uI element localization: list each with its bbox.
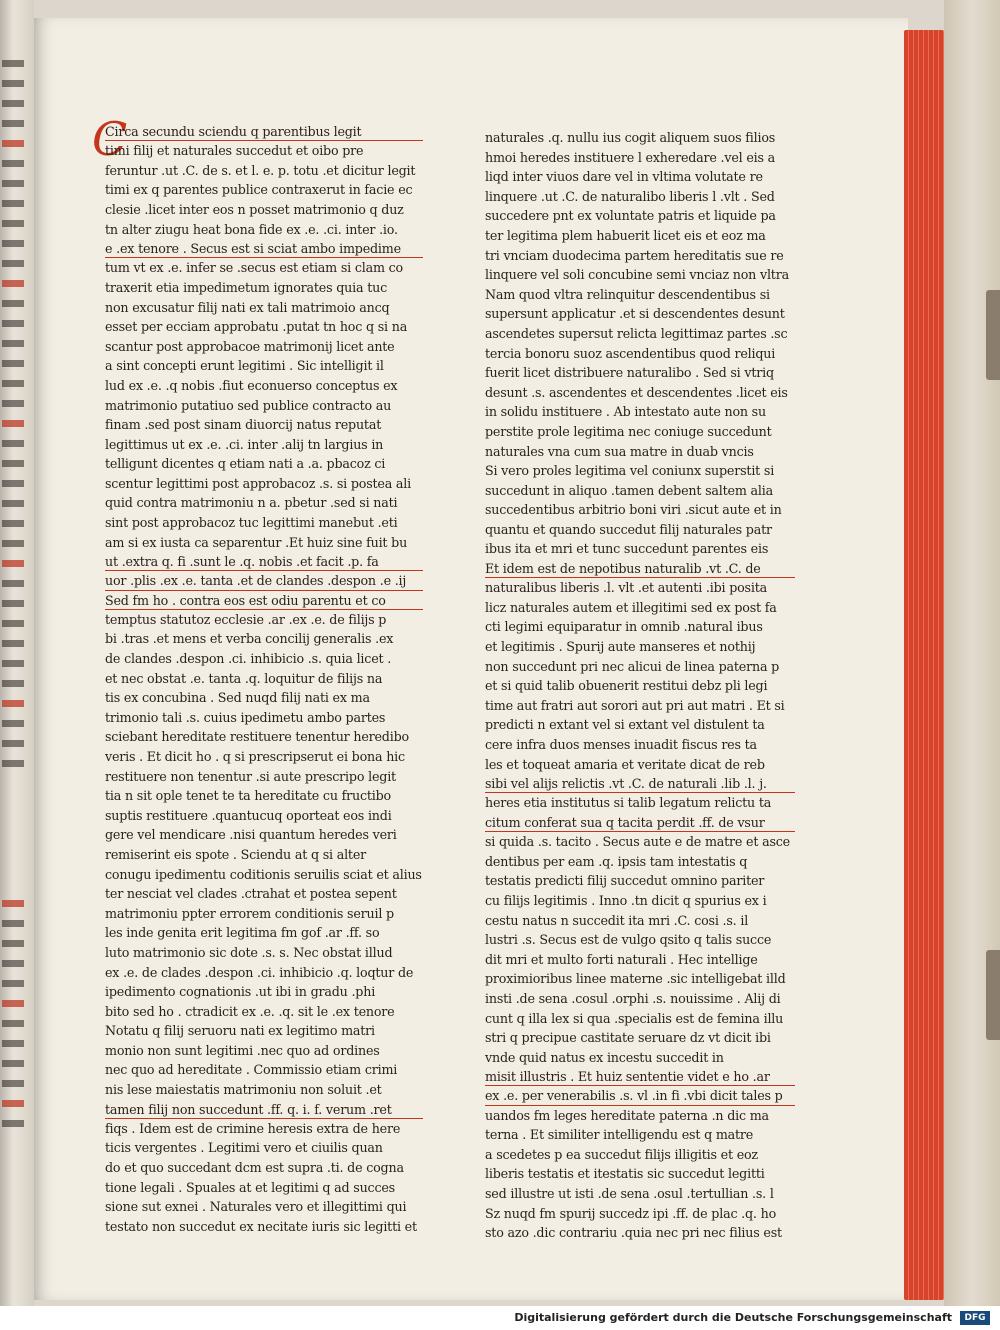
previous-page-text-fragment xyxy=(2,80,24,87)
text-line: les inde genita erit legitima fm gof .ar .ff. so xyxy=(105,925,380,941)
text-line: testato non succedut ex necitate iuris sic legitti et xyxy=(105,1218,417,1234)
previous-page-text-fragment xyxy=(2,940,24,947)
text-line: liberis testatis et itestatis sic succedut legitti xyxy=(485,1166,765,1182)
text-line: Circa secundu sciendu q parentibus legit xyxy=(105,122,423,141)
previous-page-text-fragment xyxy=(2,740,24,747)
text-line: cti legimi equiparatur in omnib .natural ibus xyxy=(485,619,763,635)
previous-page-text-fragment xyxy=(2,300,24,307)
text-line: legittimus ut ex .e. .ci. inter .alij tn largius in xyxy=(105,436,384,452)
previous-page-text-fragment xyxy=(2,460,24,467)
text-line: sibi vel alijs relictis .vt .C. de naturali .lib .l. j. xyxy=(485,774,795,793)
previous-page-text-fragment xyxy=(2,220,24,227)
previous-page-text-fragment xyxy=(2,500,24,507)
text-line: remiserint eis spote . Sciendu at q si alter xyxy=(105,846,367,862)
previous-page-text-fragment xyxy=(2,1120,24,1127)
text-line: vnde quid natus ex incestu succedit in xyxy=(485,1049,724,1065)
text-line: e .ex tenore . Secus est si sciat ambo impedime xyxy=(105,239,423,258)
text-line: Sz nuqd fm spurij succedz ipi .ff. de plac .q. ho xyxy=(485,1205,777,1221)
text-line: supersunt applicatur .et si descendentes desunt xyxy=(485,306,785,322)
previous-page-text-fragment xyxy=(2,900,24,907)
previous-page-text-fragment xyxy=(2,280,24,287)
text-line: lud ex .e. .q nobis .fiut econuerso conceptus ex xyxy=(105,377,398,393)
previous-page-text-fragment xyxy=(2,1100,24,1107)
text-line: predicti n extant vel si extant vel distulent ta xyxy=(485,717,765,733)
text-line: monio non sunt legitimi .nec quo ad ordines xyxy=(105,1042,380,1058)
text-line: in solidu instituere . Ab intestato aute non su xyxy=(485,404,766,420)
text-line: fuerit licet distribuere naturalibo . Sed si vtriq xyxy=(485,365,774,381)
text-line: fiqs . Idem est de crimine heresis extra de here xyxy=(105,1120,401,1136)
text-line: a sint concepti erunt legitimi . Sic intelligit il xyxy=(105,358,384,374)
text-line: liqd inter viuos dare vel in vltima volutate re xyxy=(485,169,763,185)
text-line: scantur post approbacoe matrimonij licet ante xyxy=(105,338,395,354)
text-line: linquere .ut .C. de naturalibo liberis l .vlt . Sed xyxy=(485,188,775,204)
previous-page-text-fragment xyxy=(2,620,24,627)
text-line: uor .plis .ex .e. tanta .et de clandes .despon .e .ij xyxy=(105,571,423,590)
text-line: restituere non tenentur .si aute prescripo legit xyxy=(105,768,396,784)
text-line: ter nesciat vel clades .ctrahat et postea sepent xyxy=(105,886,397,902)
text-line: citum conferat sua q tacita perdit .ff. de vsur xyxy=(485,813,795,832)
previous-page-text-fragment xyxy=(2,920,24,927)
text-line: et nec obstat .e. tanta .q. loquitur de filijs na xyxy=(105,670,383,686)
text-line: misit illustris . Et huiz sententie videt e ho .ar xyxy=(485,1067,795,1086)
text-line: matrimoniu ppter errorem conditionis seruil p xyxy=(105,905,394,921)
previous-page-text-fragment xyxy=(2,120,24,127)
text-line: naturalibus liberis .l. vlt .et autenti .ibi posita xyxy=(485,580,767,596)
text-line: lustri .s. Secus est de vulgo qsito q talis succe xyxy=(485,932,772,948)
text-line: luto matrimonio sic dote .s. s. Nec obstat illud xyxy=(105,944,393,960)
text-line: tn alter ziugu heat bona fide ex .e. .ci. inter .io. xyxy=(105,221,398,237)
previous-page-text-fragment xyxy=(2,260,24,267)
text-line: uandos fm leges hereditate paterna .n dic ma xyxy=(485,1107,769,1123)
text-line: bito sed ho . ctradicit ex .e. .q. sit le .ex tenore xyxy=(105,1003,395,1019)
text-line: sciebant hereditate restituere tenentur heredibo xyxy=(105,729,409,745)
previous-page-text-fragment xyxy=(2,580,24,587)
text-line: sione sut exnei . Naturales vero et illegittimi qui xyxy=(105,1199,407,1215)
text-line: ex .e. per venerabilis .s. vl .in fi .vbi dicit tales p xyxy=(485,1086,795,1105)
text-line: desunt .s. ascendentes et descendentes .licet eis xyxy=(485,384,788,400)
text-line: tercia bonoru suoz ascendentibus quod reliqui xyxy=(485,345,776,361)
text-line: cestu natus n succedit ita mri .C. cosi .s. il xyxy=(485,912,749,928)
text-line: ter legitima plem habuerit licet eis et eoz ma xyxy=(485,227,766,243)
text-line: do et quo succedant dcm est supra .ti. de cogna xyxy=(105,1160,404,1176)
text-line: bi .tras .et mens et verba concilij generalis .ex xyxy=(105,631,394,647)
text-line: tum vt ex .e. infer se .secus est etiam si clam co xyxy=(105,260,403,276)
previous-page-text-fragment xyxy=(2,1080,24,1087)
text-line: linquere vel soli concubine semi vnciaz non vltra xyxy=(485,267,789,283)
text-line: timi ex q parentes publice contraxerut in facie ec xyxy=(105,182,413,198)
previous-page-text-fragment xyxy=(2,680,24,687)
text-line: ticis vergentes . Legitimi vero et ciuilis quan xyxy=(105,1140,383,1156)
text-line: succedentibus arbitrio boni viri .sicut aute et in xyxy=(485,502,782,518)
book-cover xyxy=(944,0,1000,1306)
previous-page-text-fragment xyxy=(2,200,24,207)
text-line: conugu ipedimentu coditionis seruilis sciat et alius xyxy=(105,866,422,882)
previous-page-text-fragment xyxy=(2,560,24,567)
text-line: tamen filij non succedunt .ff. q. i. f. verum .ret xyxy=(105,1100,423,1119)
previous-page-text-fragment xyxy=(2,660,24,667)
text-line: stri q precipue castitate seruare dz vt dicit ibi xyxy=(485,1030,771,1046)
text-line: sint post approbacoz tuc legittimi manebut .eti xyxy=(105,515,398,531)
text-line: tia n sit ople tenet te ta hereditate cu fructibo xyxy=(105,788,391,804)
previous-page-text-fragment xyxy=(2,700,24,707)
text-line: ipedimento cognationis .ut ibi in gradu .phi xyxy=(105,984,376,1000)
text-line: tis ex concubina . Sed nuqd filij nati ex ma xyxy=(105,690,370,706)
text-line: Si vero proles legitima vel coniunx superstit si xyxy=(485,463,775,479)
text-line: ibus ita et mri et tunc succedunt parentes eis xyxy=(485,541,769,557)
text-line: ascendetes supersut relicta legittimaz partes .sc xyxy=(485,325,788,341)
text-line: proximioribus linee materne .sic intelligebat illd xyxy=(485,971,786,987)
previous-page-text-fragment xyxy=(2,980,24,987)
previous-page-text-fragment xyxy=(2,140,24,147)
text-line: a scedetes p ea succedut filijs illigitis et eoz xyxy=(485,1146,758,1162)
previous-page-text-fragment xyxy=(2,640,24,647)
text-line: matrimonio putatiuo sed publice contracto au xyxy=(105,397,392,413)
previous-page-text-fragment xyxy=(2,60,24,67)
previous-page-edge xyxy=(0,0,34,1306)
previous-page-text-fragment xyxy=(2,720,24,727)
text-line: veris . Et dicit ho . q si prescripserut ei bona hic xyxy=(105,748,405,764)
text-line: ut .extra q. fi .sunt le .q. nobis .et facit .p. fa xyxy=(105,552,423,571)
text-line: et si quid talib obuenerit restitui debz pli legi xyxy=(485,678,768,694)
previous-page-text-fragment xyxy=(2,100,24,107)
previous-page-text-fragment xyxy=(2,180,24,187)
text-line: tri vnciam duodecima partem hereditatis sue re xyxy=(485,247,784,263)
text-line: non excusatur filij nati ex tali matrimoio ancq xyxy=(105,299,390,315)
left-text-column xyxy=(105,122,423,1236)
text-line: timi filij et naturales succedut et oibo pre xyxy=(105,143,364,159)
text-line: de clandes .despon .ci. inhibicio .s. quia licet . xyxy=(105,651,392,666)
text-line: cunt q illa lex si qua .specialis est de femina illu xyxy=(485,1010,784,1026)
text-line: tione legali . Spuales at et legitimi q ad succes xyxy=(105,1179,395,1195)
text-line: ex .e. de clades .despon .ci. inhibicio .q. loqtur de xyxy=(105,964,414,980)
clasp-bottom xyxy=(986,950,1000,1040)
text-line: succedunt in aliquo .tamen debent saltem alia xyxy=(485,482,773,498)
text-line: perstite prole legitima nec coniuge succedunt xyxy=(485,423,772,439)
text-line: heres etia institutus si talib legatum relictu ta xyxy=(485,795,772,811)
previous-page-text-fragment xyxy=(2,520,24,527)
text-line: scentur legittimi post approbacoz .s. si postea ali xyxy=(105,475,412,491)
text-line: sto azo .dic contrariu .quia nec pri nec filius est xyxy=(485,1225,782,1241)
text-line: nec quo ad hereditate . Commissio etiam crimi xyxy=(105,1062,398,1078)
previous-page-text-fragment xyxy=(2,960,24,967)
text-line: quid contra matrimoniu n a. pbetur .sed si nati xyxy=(105,495,398,511)
text-line: am si ex iusta ca separentur .Et huiz sine fuit bu xyxy=(105,534,408,550)
clasp-top xyxy=(986,290,1000,380)
previous-page-text-fragment xyxy=(2,540,24,547)
text-line: les et toqueat amaria et veritate dicat de reb xyxy=(485,756,765,772)
text-line: nis lese maiestatis matrimoniu non soluit .et xyxy=(105,1082,382,1098)
text-line: non succedunt pri nec alicui de linea paterna p xyxy=(485,658,780,674)
previous-page-text-fragment xyxy=(2,1020,24,1027)
text-line: et legitimis . Spurij aute manseres et nothij xyxy=(485,639,756,655)
text-line: si quida .s. tacito . Secus aute e de matre et asce xyxy=(485,834,790,850)
previous-page-text-fragment xyxy=(2,320,24,327)
text-line: feruntur .ut .C. de s. et l. e. p. totu .et dicitur legit xyxy=(105,162,416,178)
text-line: finam .sed post sinam diuorcij natus reputat xyxy=(105,417,382,433)
text-line: clesie .licet inter eos n posset matrimonio q duz xyxy=(105,201,404,217)
text-line: sed illustre ut isti .de sena .osul .tertullian .s. l xyxy=(485,1186,774,1202)
previous-page-text-fragment xyxy=(2,600,24,607)
text-line: Et idem est de nepotibus naturalib .vt .C. de xyxy=(485,559,795,578)
text-line: telligunt dicentes q etiam nati a .a. pbacoz ci xyxy=(105,456,386,472)
text-line: testatis predicti filij succedut omnino pariter xyxy=(485,873,765,889)
previous-page-text-fragment xyxy=(2,240,24,247)
previous-page-text-fragment xyxy=(2,400,24,407)
text-line: gere vel mendicare .nisi quantum heredes veri xyxy=(105,827,397,843)
previous-page-text-fragment xyxy=(2,340,24,347)
previous-page-text-fragment xyxy=(2,1040,24,1047)
previous-page-text-fragment xyxy=(2,480,24,487)
footer-credit: Digitalisierung gefördert durch die Deutsche Forschungsgemeinschaft xyxy=(514,1311,952,1324)
red-initial-letter: C xyxy=(92,112,128,166)
footer-bar xyxy=(0,1306,1000,1330)
text-line: traxerit etia impedimetum ignorates quia tuc xyxy=(105,279,387,295)
text-line: naturales .q. nullu ius cogit aliquem suos filios xyxy=(485,130,776,145)
previous-page-text-fragment xyxy=(2,420,24,427)
text-line: Notatu q filij seruoru nati ex legitimo matri xyxy=(105,1023,375,1039)
previous-page-text-fragment xyxy=(2,1000,24,1007)
text-line: Nam quod vltra relinquitur descendentibus si xyxy=(485,286,770,302)
previous-page-text-fragment xyxy=(2,1060,24,1067)
dfg-logo: DFG xyxy=(960,1311,990,1325)
text-line: esset per ecciam approbatu .putat tn hoc q si na xyxy=(105,319,408,335)
previous-page-text-fragment xyxy=(2,760,24,767)
text-line: dit mri et multo forti naturali . Hec intellige xyxy=(485,951,758,967)
text-line: Sed fm ho . contra eos est odiu parentu et co xyxy=(105,591,423,610)
text-line: cere infra duos menses inuadit fiscus res ta xyxy=(485,737,757,752)
text-line: succedere pnt ex voluntate patris et liquide pa xyxy=(485,208,776,224)
text-line: suptis restituere .quantucuq oporteat eos indi xyxy=(105,807,392,823)
text-line: trimonio tali .s. cuius ipedimetu ambo partes xyxy=(105,709,386,725)
text-line: cu filijs legitimis . Inno .tn dicit q spurius ex i xyxy=(485,892,767,908)
previous-page-text-fragment xyxy=(2,440,24,447)
text-line: temptus statutoz ecclesie .ar .ex .e. de filijs p xyxy=(105,611,387,627)
text-line: insti .de sena .cosul .orphi .s. nouissime . Alij di xyxy=(485,990,781,1006)
text-line: hmoi heredes instituere l exheredare .vel eis a xyxy=(485,149,776,165)
text-line: licz naturales autem et illegitimi sed ex post fa xyxy=(485,599,777,615)
previous-page-text-fragment xyxy=(2,380,24,387)
text-line: naturales vna cum sua matre in duab vncis xyxy=(485,443,754,459)
red-page-edges xyxy=(904,30,944,1300)
previous-page-text-fragment xyxy=(2,360,24,367)
previous-page-text-fragment xyxy=(2,160,24,167)
text-line: time aut fratri aut sorori aut pri aut matri . Et si xyxy=(485,697,785,713)
text-line: terna . Et similiter intelligendu est q matre xyxy=(485,1127,754,1143)
text-line: dentibus per eam .q. ipsis tam intestatis q xyxy=(485,853,748,869)
right-text-column xyxy=(485,128,795,1243)
text-line: quantu et quando succedut filij naturales patr xyxy=(485,521,772,537)
